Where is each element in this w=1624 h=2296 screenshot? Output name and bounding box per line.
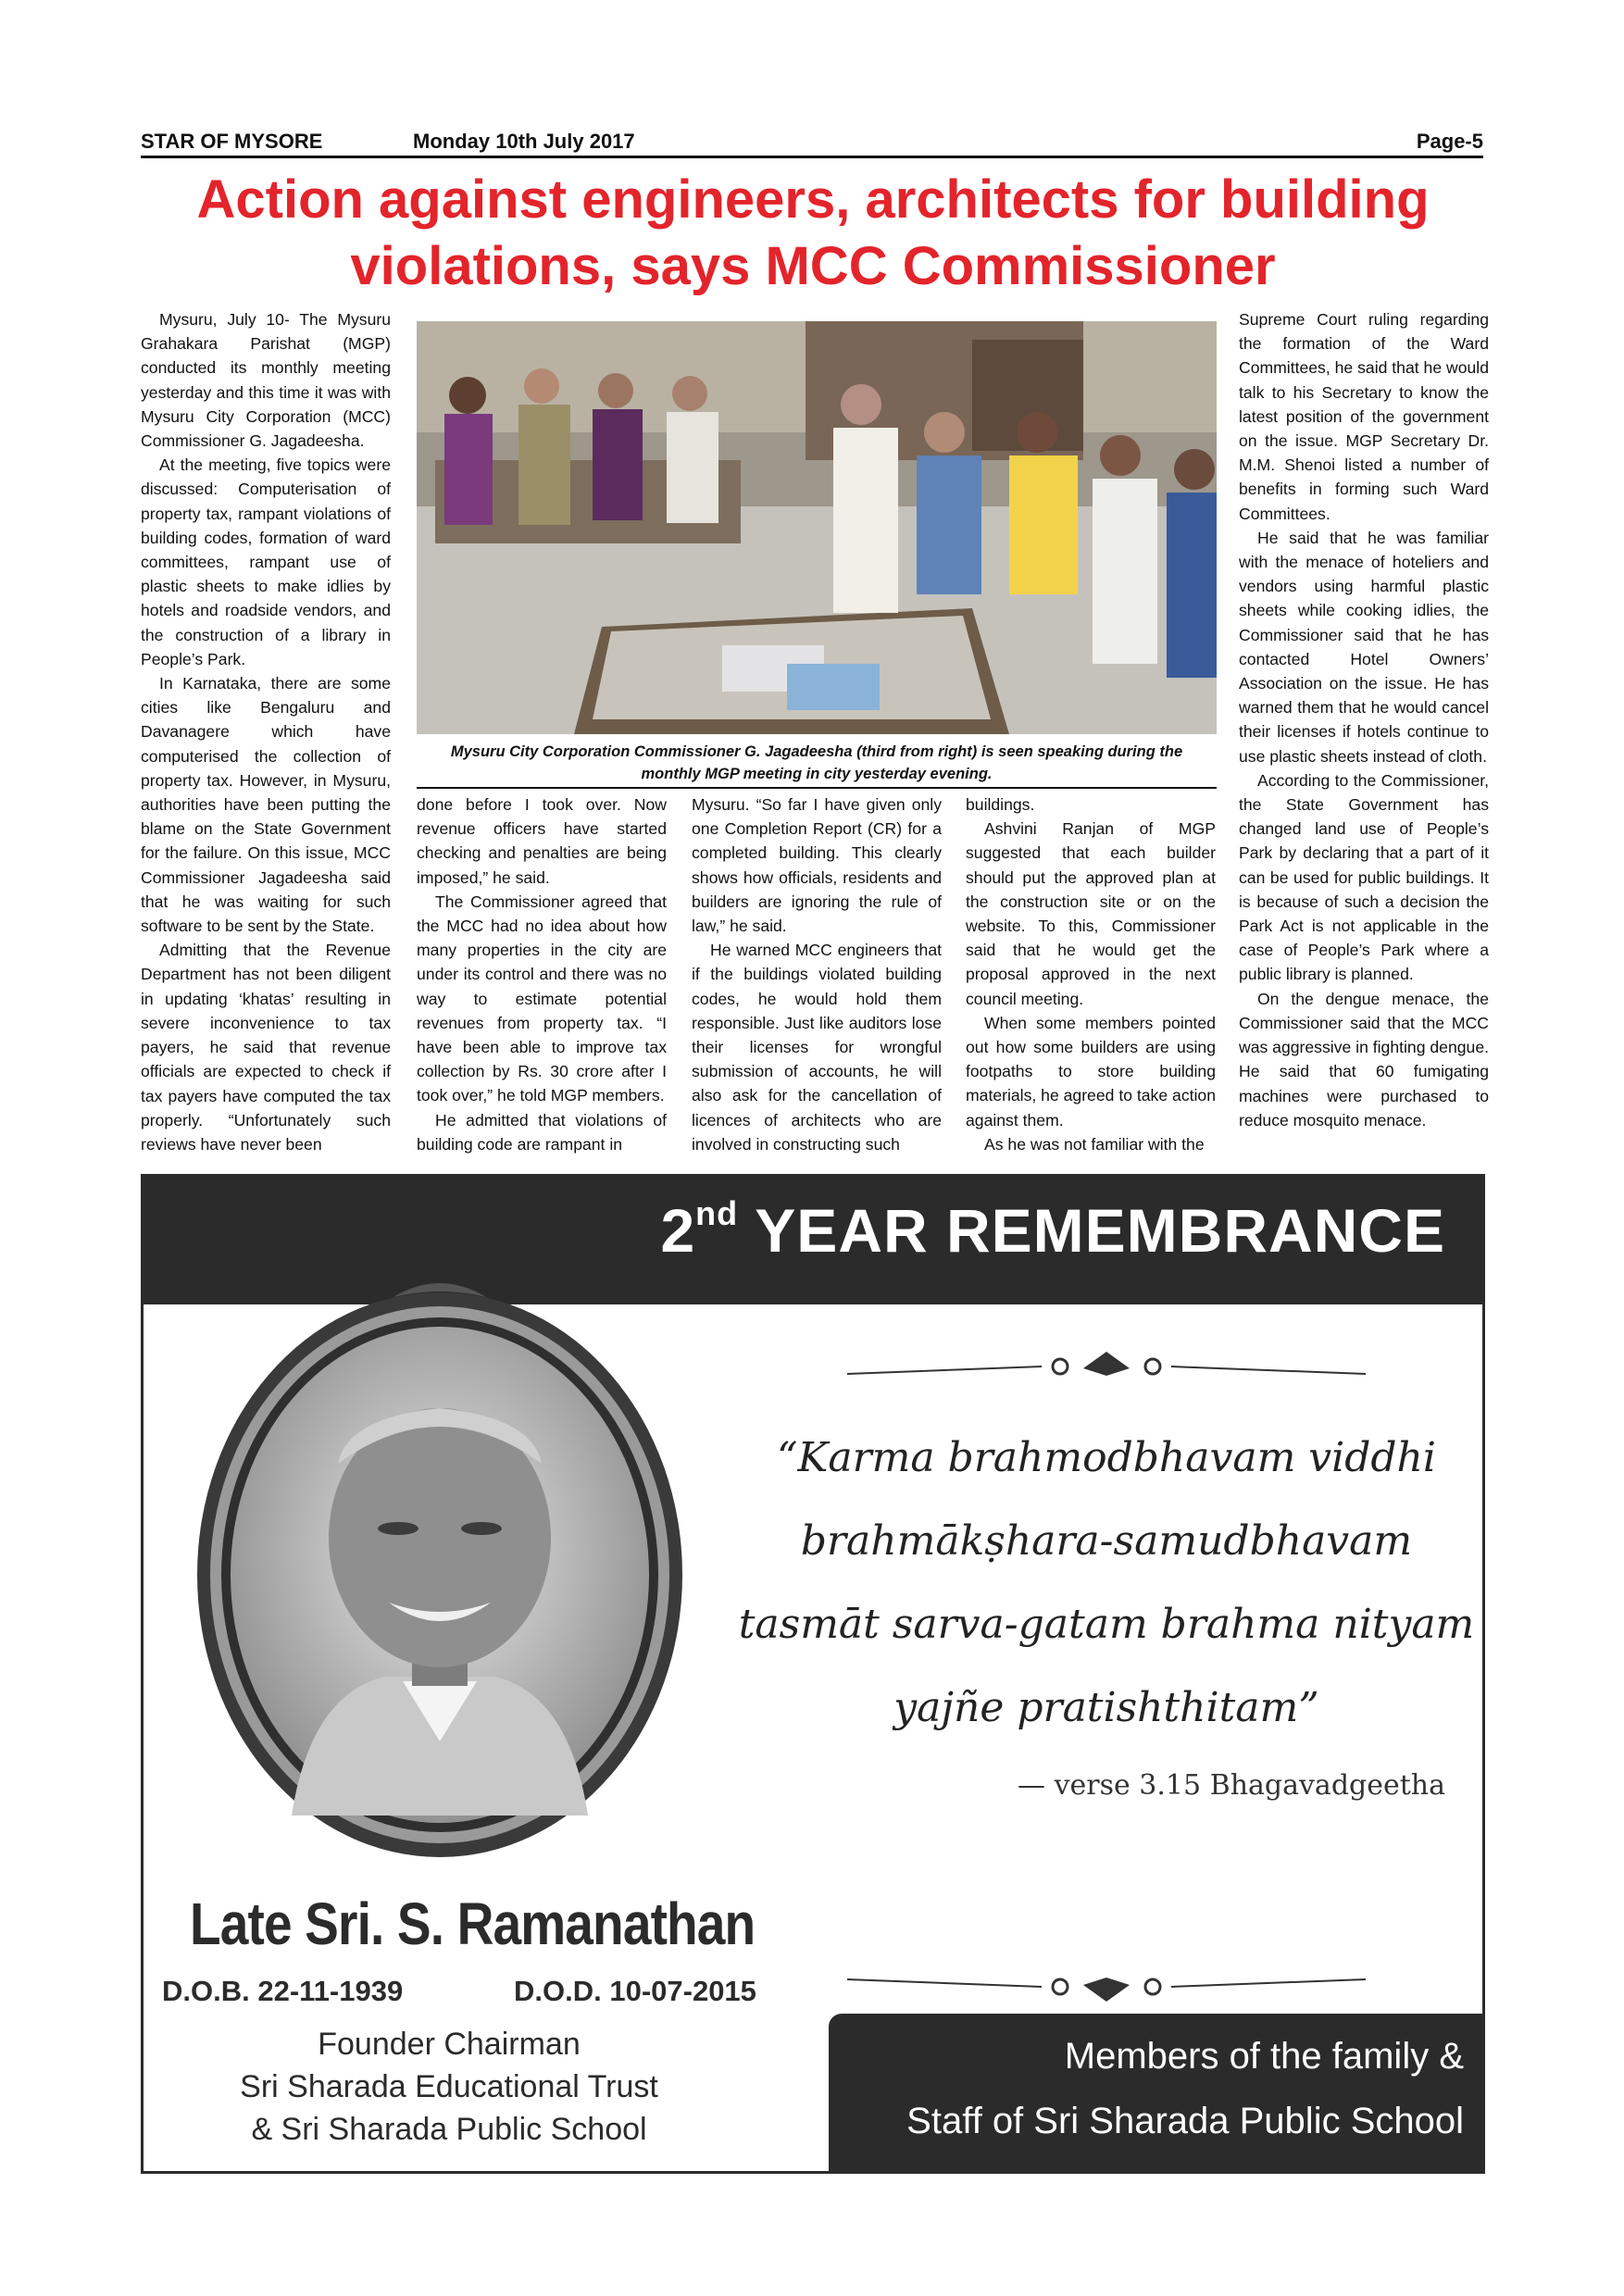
family-line-2: Staff of Sri Sharada Public School bbox=[906, 2101, 1464, 2141]
article-column-4 bbox=[966, 792, 1216, 1156]
role-line-2: Sri Sharada Educational Trust bbox=[240, 2069, 658, 2104]
headline-line-2: violations, says MCC Commissioner bbox=[350, 236, 1276, 296]
caption-line-1: Mysuru City Corporation Commissioner G. Jagadeesha (third from right) is seen speaking during the bbox=[450, 743, 1183, 760]
ornament-top-icon bbox=[847, 1348, 1366, 1385]
paragraph: Ashvini Ranjan of MGP suggested that each builder should put the approved plan at the construction site or on the website. To this, Commissioner said that he would get the proposal approved in the next council meeting. bbox=[966, 819, 1216, 1008]
paragraph: Supreme Court ruling regarding the formation of the Ward Committees, he said that he would talk to his Secretary to know the latest position of the government on the issue. MGP Secretary Dr. M.M. Shenoi listed a number of benefits in forming such Ward Committees. bbox=[1239, 310, 1489, 523]
verse-source: — verse 3.15 Bhagavadgeetha bbox=[1018, 1769, 1445, 1802]
caption-line-2: monthly MGP meeting in city yesterday evening. bbox=[641, 766, 993, 782]
paragraph: The Commissioner agreed that the MCC had no idea about how many properties in the city are under its control and there was no way to estimate potential revenues from property tax. “I have been able to improve tax collection by Rs. 30 crore after I took over,” he told MGP members. bbox=[417, 892, 667, 1105]
title-rest: YEAR REMEMBRANCE bbox=[738, 1196, 1445, 1265]
deceased-name: Late Sri. S. Ramanathan bbox=[190, 1890, 756, 1957]
paragraph: On the dengue menace, the Commissioner said that the MCC was aggressive in fighting dengue. He said that 60 fumigating machines were purchased to reduce mosquito menace. bbox=[1239, 989, 1489, 1129]
headline-line-1: Action against engineers, architects for building bbox=[196, 169, 1430, 230]
date-of-birth: D.O.B. 22-11-1939 bbox=[162, 1975, 404, 2007]
ad-title bbox=[660, 1195, 1445, 1266]
role-line-3: & Sri Sharada Public School bbox=[251, 2112, 647, 2147]
paragraph: done before I took over. Now revenue officers have started checking and penalties are being imposed,” he said. bbox=[417, 795, 667, 887]
ornament-bottom-icon bbox=[847, 1968, 1366, 2005]
header-rule bbox=[141, 156, 1483, 158]
meeting-photo-illustration bbox=[417, 321, 1217, 734]
article-column-2 bbox=[417, 792, 667, 1156]
article-column-5 bbox=[1239, 307, 1489, 1132]
paragraph: Admitting that the Revenue Department has not been diligent in updating ‘khatas’ resulting in severe inconvenience to tax payers, he said that revenue officials are expected to check if tax payers have computed the tax properly. “Unfortunately such reviews have never been bbox=[141, 941, 391, 1154]
portrait-frame bbox=[181, 1260, 699, 1871]
article-column-1 bbox=[141, 307, 391, 1156]
photo-caption bbox=[417, 741, 1217, 785]
paragraph: Mysuru, July 10- The Mysuru Grahakara Parishat (MGP) conducted its monthly meeting yesterday and this time it was with Mysuru City Corporation (MCC) Commissioner G. Jagadeesha. bbox=[141, 310, 391, 451]
paragraph: buildings. bbox=[966, 795, 1035, 814]
page-number: Page-5 bbox=[1416, 130, 1483, 153]
paragraph: He said that he was familiar with the menace of hoteliers and vendors using harmful plastic sheets while cooking idlies, the Commissioner said that he has contacted Hotel Owners’ Association on the issue. He has warned them that he would cancel their licenses if hotels continue to use plastic sheets instead of cloth. bbox=[1239, 528, 1489, 766]
meeting-photo bbox=[417, 321, 1217, 734]
verse-line-4: yajñe pratishthitam” bbox=[893, 1684, 1319, 1731]
paragraph: Mysuru. “So far I have given only one Completion Report (CR) for a completed building. This clearly shows how officials, residents and builders are ignoring the rule of law,” he said. bbox=[692, 795, 942, 936]
headline bbox=[130, 167, 1496, 300]
family-box bbox=[829, 2014, 1482, 2171]
paragraph: In Karnataka, there are some cities like Bengaluru and Davanagere which have computerised the collection of property tax. However, in Mysuru, authorities have been putting the blame on the State Government for the failure. On this issue, MCC Commissioner Jagadeesha said that he was waiting for such software to be sent by the State. bbox=[141, 674, 391, 936]
remembrance-ad bbox=[141, 1174, 1485, 2174]
title-ordinal: 2 bbox=[660, 1196, 696, 1265]
paragraph: At the meeting, five topics were discussed: Computerisation of property tax, rampant violations of building codes, formation of ward committees, rampant use of plastic sheets to make idlies by hotels and roadside vendors, and the construction of a library in People’s Park. bbox=[141, 455, 391, 668]
paragraph: He admitted that violations of building code are rampant in bbox=[417, 1110, 667, 1154]
verse-line-1: “Karma brahmodbhavam viddhi bbox=[777, 1434, 1436, 1481]
caption-rule bbox=[417, 787, 1217, 789]
issue-date: Monday 10th July 2017 bbox=[413, 130, 635, 153]
paragraph: When some members pointed out how some builders are using footpaths to store building materials, he agreed to take action against them. bbox=[966, 1013, 1216, 1129]
title-suffix: nd bbox=[695, 1194, 739, 1232]
newspaper-name: STAR OF MYSORE bbox=[141, 130, 323, 153]
date-of-death: D.O.D. 10-07-2015 bbox=[514, 1975, 756, 2007]
verse-line-3: tasmāt sarva-gatam brahma nityam bbox=[738, 1601, 1475, 1648]
article-column-3 bbox=[692, 792, 942, 1156]
paragraph: As he was not familiar with the bbox=[984, 1134, 1205, 1154]
paragraph: According to the Commissioner, the State Government has changed land use of People’s Park by declaring that a part of it can be used for public buildings. It is because of such a decision the Park Act is not applicable in the case of People’s Park where a public library is planned. bbox=[1239, 770, 1489, 984]
verse-line-2: brahmākṣhara-samudbhavam bbox=[800, 1517, 1413, 1565]
family-line-1: Members of the family & bbox=[1064, 2036, 1464, 2077]
role-line-1: Founder Chairman bbox=[318, 2027, 581, 2062]
paragraph: He warned MCC engineers that if the buildings violated building codes, he would hold them responsible. Just like auditors lose their licenses for wrongful submission of accounts, he will also ask for the cancellation of licences of architects who are involved in constructing such bbox=[692, 941, 942, 1154]
